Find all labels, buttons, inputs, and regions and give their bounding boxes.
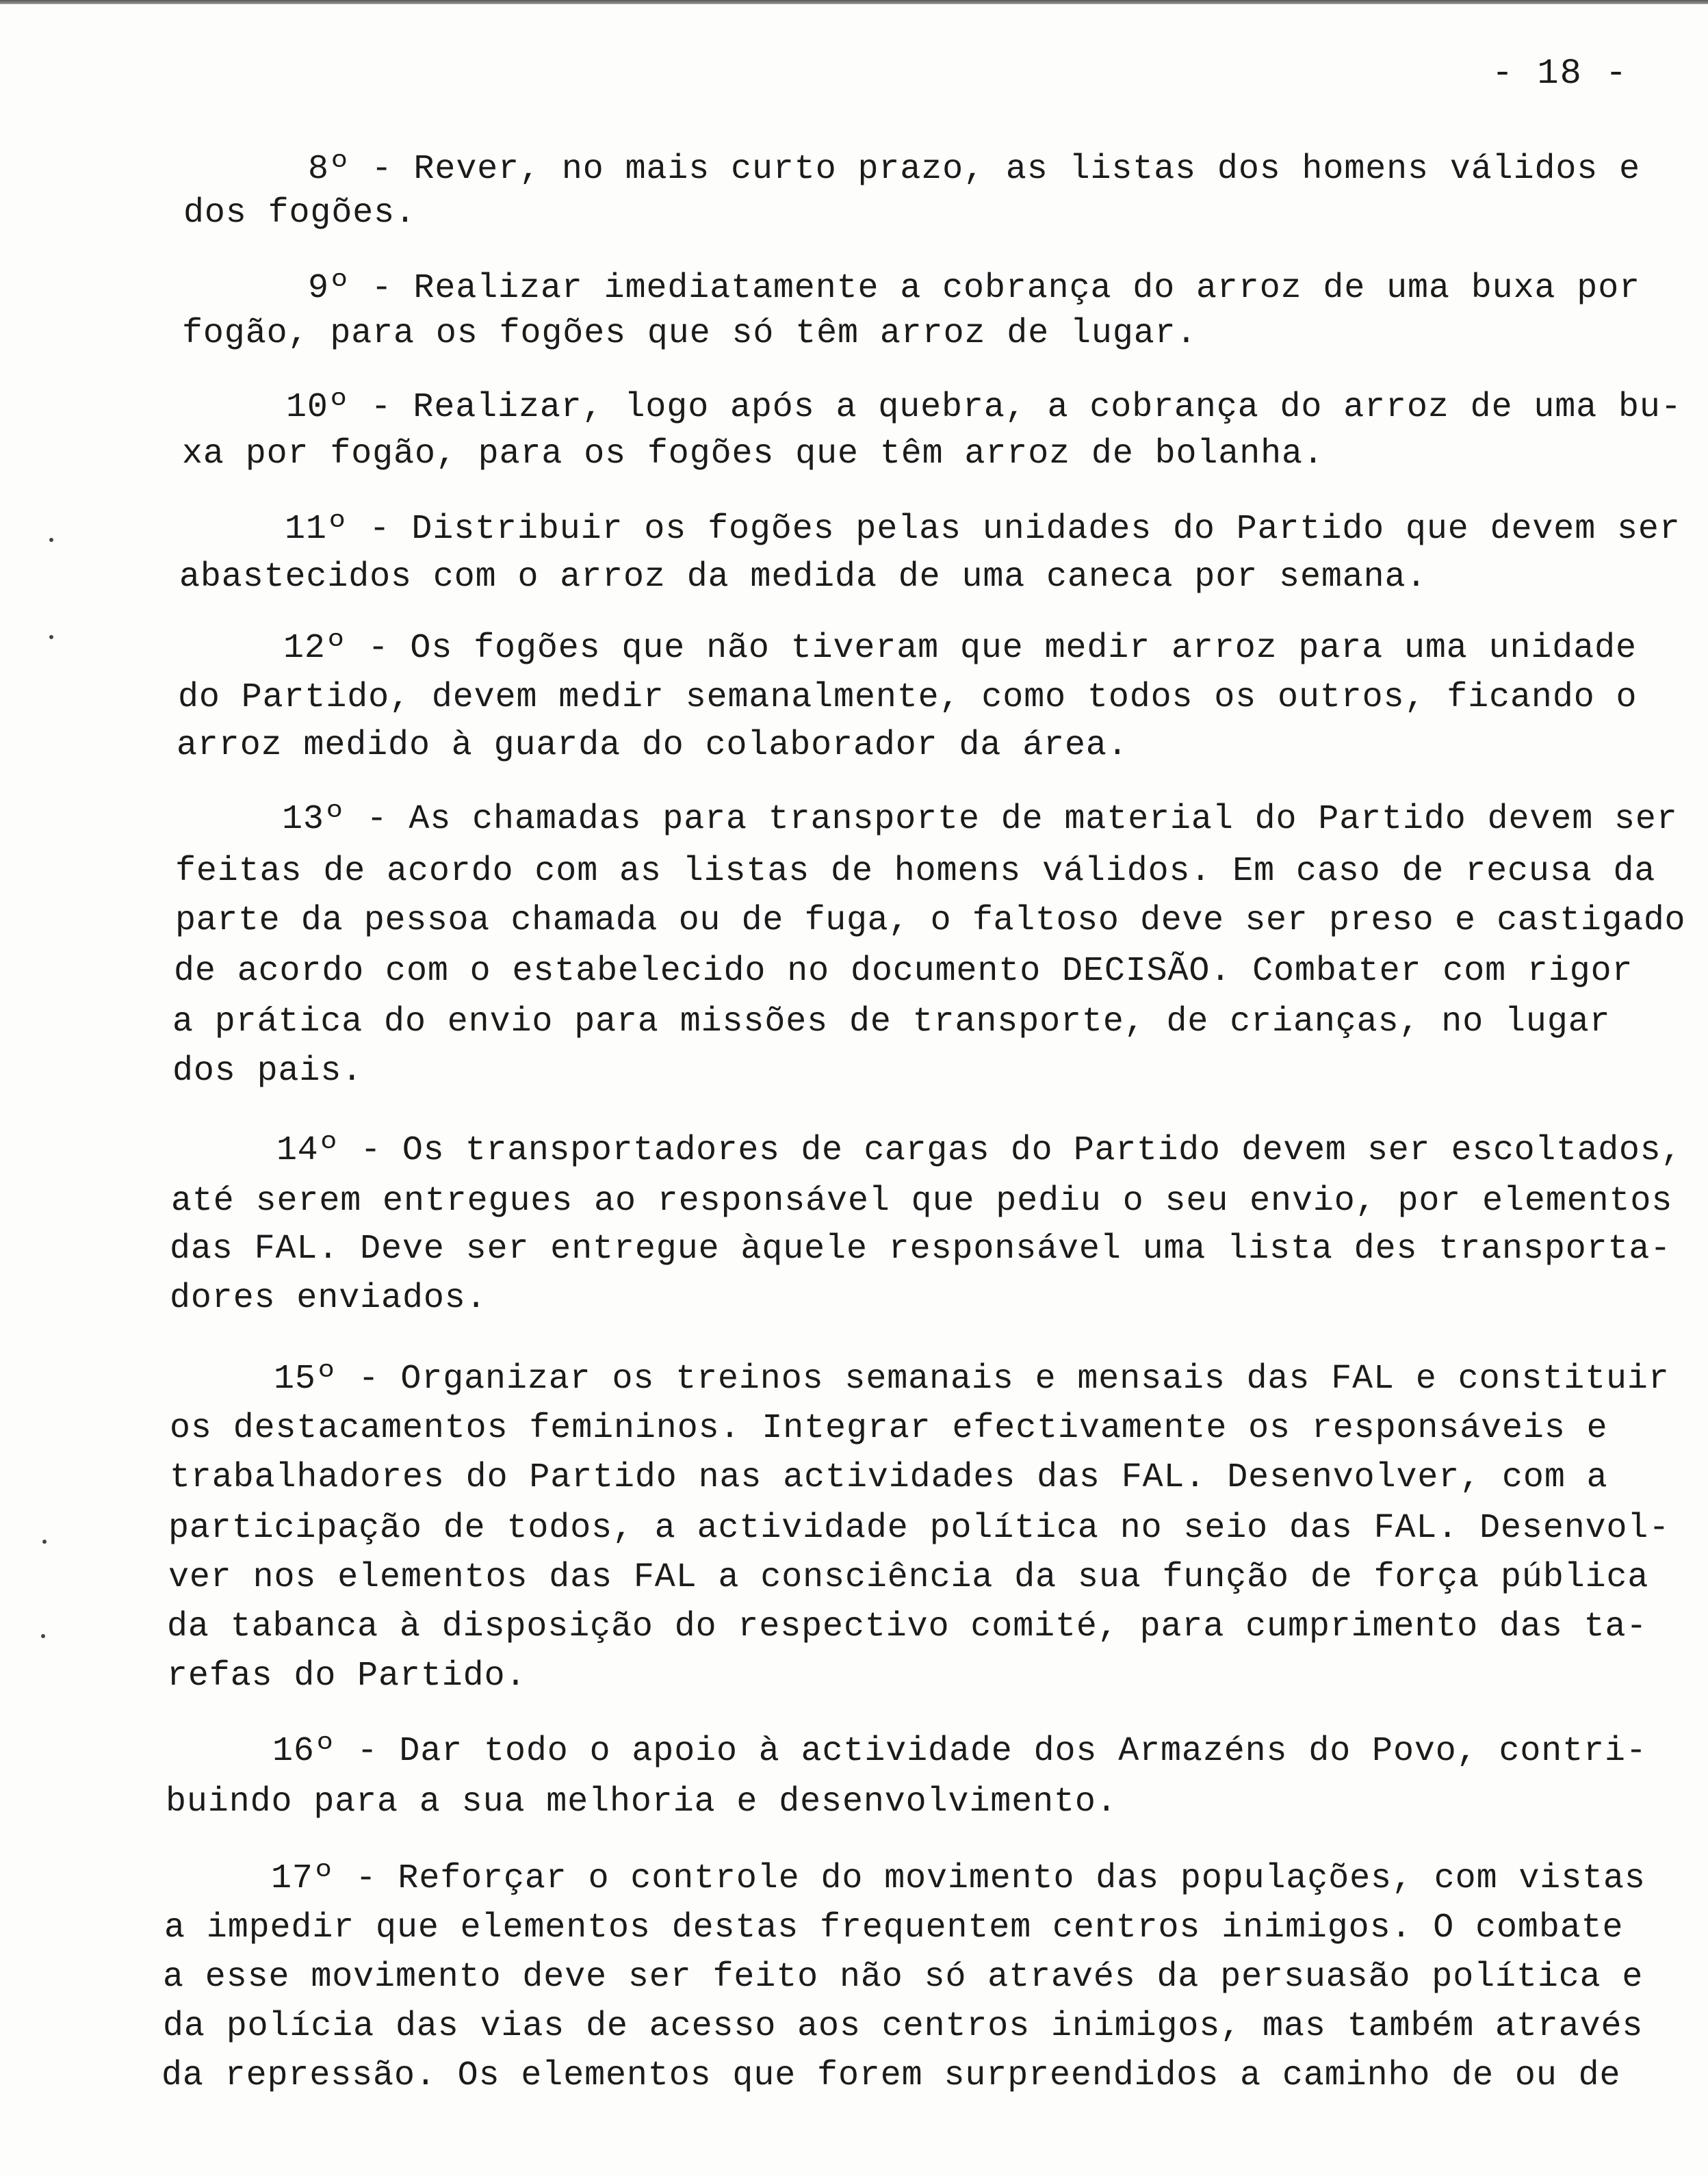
paragraph-line: buindo para a sua melhoria e desenvolvimento. (166, 1783, 1117, 1822)
scan-speck (49, 538, 53, 542)
paragraph-line: parte da pessoa chamada ou de fuga, o faltoso deve ser preso e castigado (175, 901, 1686, 940)
paragraph-line: participação de todos, a actividade política no seio das FAL. Desenvol- (168, 1509, 1670, 1548)
paragraph-line: 17º - Reforçar o controle do movimento das populações, com vistas (271, 1859, 1646, 1898)
paragraph-line: xa por fogão, para os fogões que têm arroz de bolanha. (182, 435, 1324, 474)
paragraph-line: ver nos elementos das FAL a consciência da sua função de força pública (168, 1558, 1649, 1597)
paragraph-line: até serem entregues ao responsável que pediu o seu envio, por elementos (171, 1182, 1673, 1221)
paragraph-line: a esse movimento deve ser feito não só através da persuasão política e (163, 1958, 1644, 1997)
paragraph-line: feitas de acordo com as listas de homens válidos. Em caso de recusa da (175, 852, 1656, 891)
paragraph-line: das FAL. Deve ser entregue àquele responsável uma lista des transporta- (170, 1230, 1672, 1269)
paragraph-line: de acordo com o estabelecido no documento DECISÃO. Combater com rigor (174, 952, 1633, 991)
paragraph-line: a impedir que elementos destas frequentem centros inimigos. O combate (164, 1908, 1624, 1947)
paragraph-line: dos pais. (172, 1052, 363, 1091)
paragraph-line: a prática do envio para missões de transporte, de crianças, no lugar (172, 1002, 1611, 1041)
paragraph-line: os destacamentos femininos. Integrar efectivamente os responsáveis e (170, 1409, 1608, 1448)
paragraph-line: abastecidos com o arroz da medida de uma caneca por semana. (179, 558, 1427, 597)
paragraph-line: trabalhadores do Partido nas actividades das FAL. Desenvolver, com a (170, 1458, 1608, 1497)
paragraph-line: refas do Partido. (167, 1657, 527, 1696)
paragraph-line: dos fogões. (183, 194, 416, 233)
paragraph-line: da tabanca à disposição do respectivo comité, para cumprimento das ta- (167, 1607, 1648, 1646)
paragraph-line: dores enviados. (170, 1279, 487, 1318)
paragraph-line: 15º - Organizar os treinos semanais e mensais das FAL e constituir (274, 1360, 1670, 1399)
paragraph-line: 13º - As chamadas para transporte de material do Partido devem ser (282, 800, 1678, 839)
paragraph-line: arroz medido à guarda do colaborador da área. (177, 726, 1128, 765)
paragraph-line: do Partido, devem medir semanalmente, como todos os outros, ficando o (178, 678, 1638, 717)
paragraph-line: 10º - Realizar, logo após a quebra, a cobrança do arroz de uma bu- (286, 388, 1682, 427)
paragraph-line: 14º - Os transportadores de cargas do Partido devem ser escoltados, (276, 1131, 1682, 1170)
page-number: - 18 - (1492, 53, 1629, 94)
paragraph-line: 9º - Realizar imediatamente a cobrança do arroz de uma buxa por (308, 269, 1641, 308)
top-edge-rule (0, 0, 1708, 4)
paragraph-line: 16º - Dar todo o apoio à actividade dos Armazéns do Povo, contri- (272, 1732, 1647, 1771)
paragraph-line: fogão, para os fogões que só têm arroz de lugar. (182, 314, 1198, 353)
scan-speck (42, 1540, 47, 1544)
scan-speck (49, 635, 53, 639)
paragraph-line: da polícia das vias de acesso aos centros inimigos, mas também através (163, 2007, 1644, 2046)
scan-speck (41, 1634, 45, 1638)
paragraph-line: 11º - Distribuir os fogões pelas unidades do Partido que devem ser (285, 510, 1681, 549)
paragraph-line: 12º - Os fogões que não tiveram que medir arroz para uma unidade (283, 629, 1637, 668)
paragraph-line: 8º - Rever, no mais curto prazo, as listas dos homens válidos e (308, 150, 1641, 189)
paragraph-line: da repressão. Os elementos que forem surpreendidos a caminho de ou de (161, 2056, 1621, 2095)
